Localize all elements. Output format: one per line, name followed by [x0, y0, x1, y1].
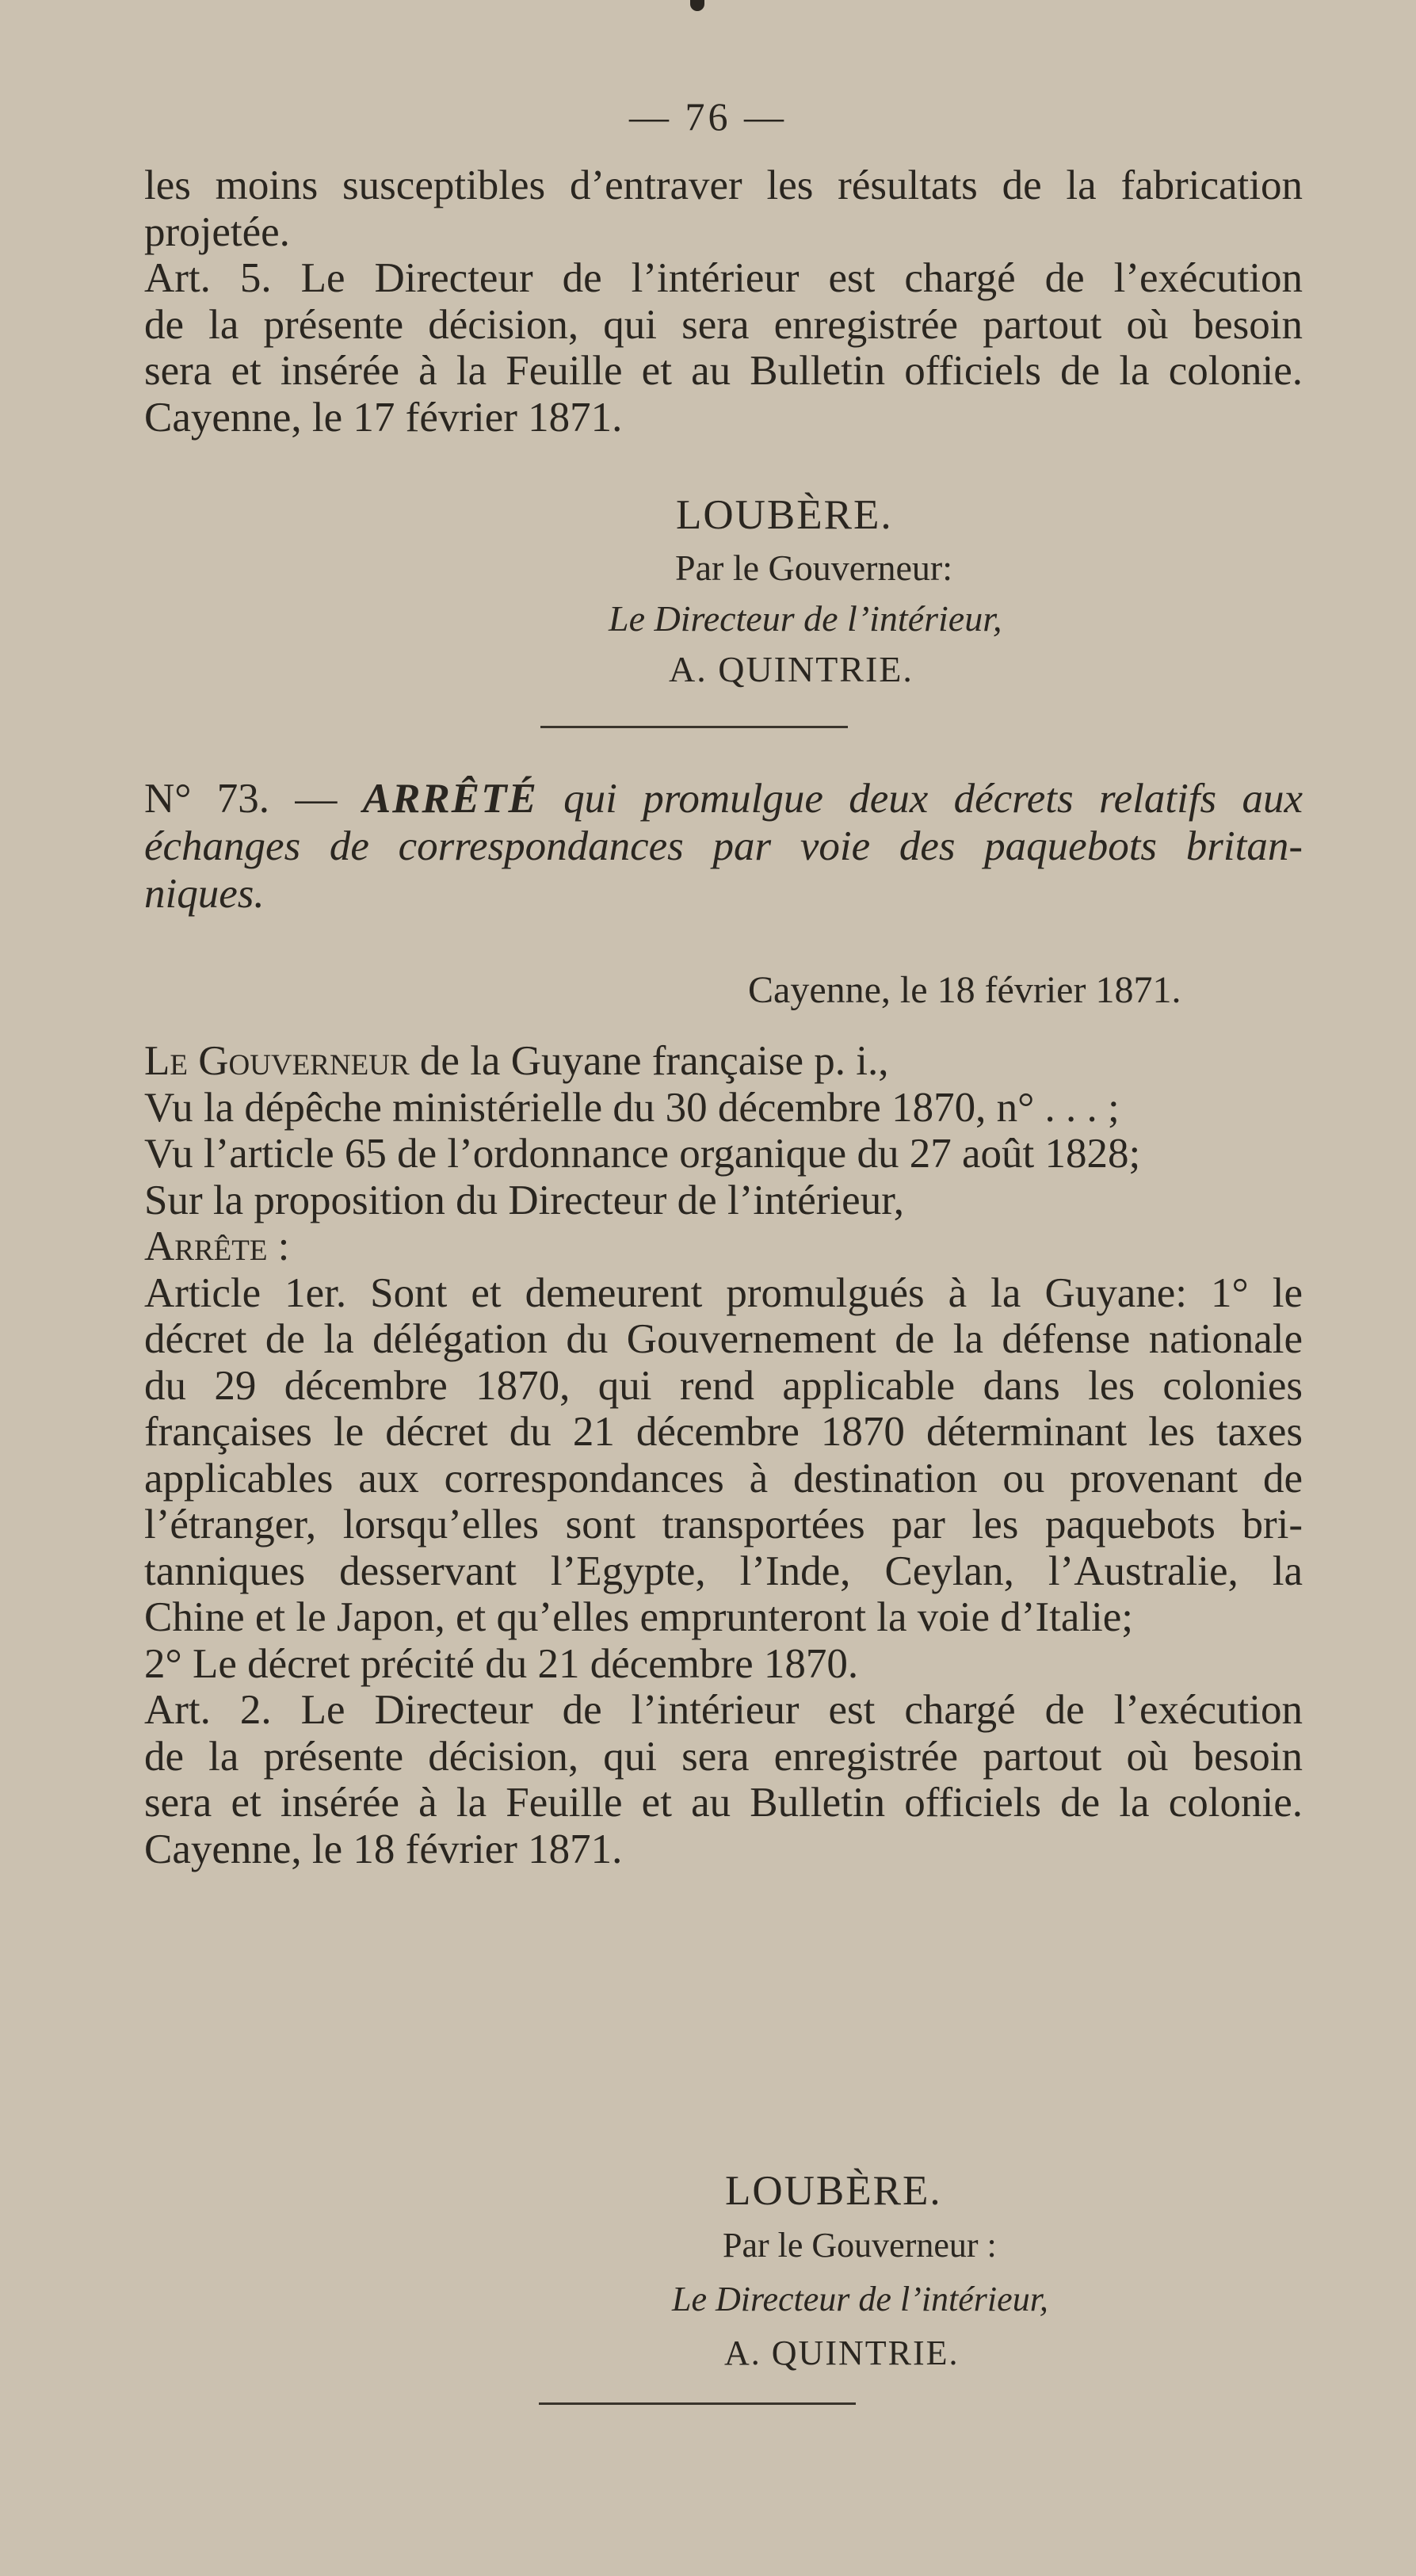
director-name: A. QUINTRIE.: [669, 649, 914, 689]
date-line: Cayenne, le 18 février 1871.: [144, 1826, 623, 1872]
article1-line: Chine et le Japon, et qu’elles emprunteront la voie d’Italie;: [144, 1594, 1134, 1640]
article1-line: l’étranger, lorsqu’elles sont transportées par les paquebots bri-: [144, 1502, 1303, 1548]
separator-rule: [540, 726, 848, 728]
date-line: Cayenne, le 17 février 1871.: [144, 394, 623, 441]
text-line: les moins susceptibles d’entraver les résultats de la fabrication: [144, 162, 1303, 208]
decree-title-line-2: échanges de correspondances par voie des paquebots britan-: [144, 823, 1303, 869]
decree-place-date: Cayenne, le 18 février 1871.: [748, 969, 1181, 1011]
ink-dot: [690, 0, 704, 11]
article2-line: Art. 2. Le Directeur de l’intérieur est chargé de l’exécution: [144, 1687, 1303, 1733]
article1-line: applicables aux correspondances à destination ou provenant de: [144, 1455, 1303, 1502]
decree-title-part: qui promulgue deux décrets relatifs aux: [563, 776, 1303, 822]
vu-line-1: Vu la dépêche ministérielle du 30 décembre 1870, n° . . . ;: [144, 1084, 1120, 1131]
governor-line: [144, 1038, 1303, 1085]
decree-heading: [144, 775, 1303, 918]
article1-line: françaises le décret du 21 décembre 1870 déterminant les taxes: [144, 1409, 1303, 1455]
director-title-2: Le Directeur de l’intérieur,: [672, 2280, 1048, 2318]
by-governor-text-2: Par le Gouverneur :: [723, 2226, 997, 2265]
governor-rest: de la Guyane française p. i.,: [419, 1038, 889, 1084]
signature-loubere-2: LOUBÈRE.: [725, 2168, 942, 2214]
text-line: Art. 5. Le Directeur de l’intérieur est chargé de l’exécution: [144, 255, 1303, 301]
article1-line: 2° Le décret précité du 21 décembre 1870.: [144, 1640, 859, 1687]
vu-line-2: Vu l’article 65 de l’ordonnance organique du 27 août 1828;: [144, 1131, 1141, 1177]
article1-line: décret de la délégation du Gouvernement de la défense nationale: [144, 1316, 1303, 1362]
article2-line: sera et insérée à la Feuille et au Bulletin officiels de la colonie.: [144, 1780, 1303, 1826]
text-line: sera et insérée à la Feuille et au Bulletin officiels de la colonie.: [144, 348, 1303, 394]
director-title: Le Directeur de l’intérieur,: [609, 598, 1002, 639]
arrete-line: Arrête :: [144, 1223, 290, 1269]
text-line: de la présente décision, qui sera enregistrée partout où besoin: [144, 301, 1303, 348]
separator-rule-bottom: [539, 2402, 856, 2405]
decree-type: ARRÊTÉ: [362, 776, 538, 822]
decree-dash: —: [295, 776, 338, 822]
by-governor-text: Par le Gouverneur:: [675, 548, 952, 588]
signature-loubere: LOUBÈRE.: [676, 492, 893, 538]
article2-line: de la présente décision, qui sera enregistrée partout où besoin: [144, 1733, 1303, 1780]
decree-title-line-3: niques.: [144, 871, 265, 917]
governor-title: Le Gouverneur: [144, 1038, 410, 1084]
text-line: projetée.: [144, 208, 290, 255]
decree-body: [144, 1038, 1303, 1872]
proposition-line: Sur la proposition du Directeur de l’intérieur,: [144, 1177, 904, 1223]
decree-number: N° 73.: [144, 776, 270, 822]
decree-title-line: [144, 775, 1303, 822]
director-name-2: A. QUINTRIE.: [724, 2334, 960, 2372]
article1-line: du 29 décembre 1870, qui rend applicable dans les colonies: [144, 1362, 1303, 1409]
article1-line: Article 1er. Sont et demeurent promulgués à la Guyane: 1° le: [144, 1269, 1303, 1316]
page-number: — 76 —: [629, 94, 787, 139]
previous-decree-end: [144, 162, 1303, 441]
article1-line: tanniques desservant l’Egypte, l’Inde, Ceylan, l’Australie, la: [144, 1548, 1303, 1594]
